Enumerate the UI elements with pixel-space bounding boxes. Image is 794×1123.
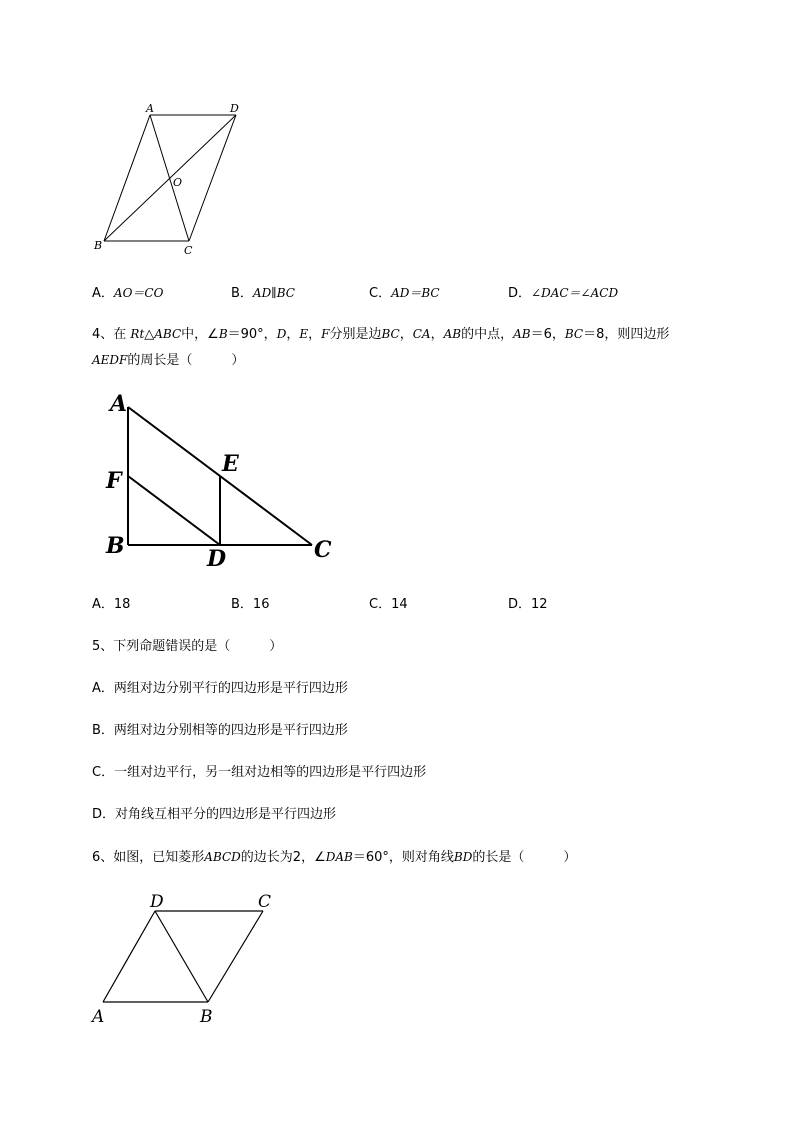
q5-option-b: B．两组对边分别相等的四边形是平行四边形	[92, 723, 348, 738]
q4-math: ABC	[154, 327, 182, 341]
q4-text: 中，∠	[181, 327, 219, 342]
label-o: O	[173, 176, 183, 189]
q4-text: △	[144, 327, 155, 342]
label-a: A	[146, 102, 154, 115]
q4-math: CA	[412, 327, 431, 341]
label-b: B	[200, 1007, 213, 1027]
label-d: D	[207, 546, 227, 572]
q6-text: ＝60°，则对角线	[352, 850, 454, 865]
label-f: F	[106, 468, 122, 494]
option-text: AD＝BC	[391, 286, 440, 300]
q4-text: ，	[430, 327, 444, 342]
q5-option-c: C．一组对边平行，另一组对边相等的四边形是平行四边形	[92, 765, 427, 780]
q4-text: ＝90°，	[227, 327, 277, 342]
q4-math: AEDF	[92, 353, 128, 367]
label-a: A	[110, 391, 128, 417]
q4-text: 4、在	[92, 327, 131, 342]
q4-text: ＝8，则四边形	[583, 327, 670, 342]
option-text: AO＝CO	[113, 286, 164, 300]
q4-option-c: C．14	[369, 597, 408, 612]
label-c: C	[314, 537, 332, 563]
q5-option-a: A．两组对边分别平行的四边形是平行四边形	[92, 681, 348, 696]
q6-text: 6、如图，已知菱形	[92, 850, 205, 865]
rhombus-labels	[0, 0, 300, 1030]
option-text: ∠DAC＝∠ACD	[531, 286, 619, 300]
q6-text: 的边长为2，∠	[240, 850, 326, 865]
label-c: C	[184, 244, 193, 257]
q5-option-d: D．对角线互相平分的四边形是平行四边形	[92, 807, 337, 822]
option-prefix: C．	[369, 286, 392, 301]
option-prefix: A．	[92, 286, 114, 301]
q6-math: DAB	[325, 850, 353, 864]
label-e: E	[222, 451, 239, 477]
q6-text: 的长是（ ）	[472, 850, 577, 865]
q4-text: 的中点，	[461, 327, 514, 342]
q3-option-d	[508, 284, 618, 303]
q4-math: AB	[443, 327, 462, 341]
q4-math: B	[218, 327, 228, 341]
q4-math: D	[276, 327, 287, 341]
q4-text: 的周长是（ ）	[127, 353, 245, 368]
q4-text: ，	[308, 327, 322, 342]
label-a: A	[92, 1007, 105, 1027]
q6-math: BD	[453, 850, 473, 864]
label-d: D	[150, 892, 164, 912]
q4-text: ，	[286, 327, 300, 342]
label-b: B	[106, 533, 125, 559]
q4-option-a: A．18	[92, 597, 131, 612]
option-text: AD∥BC	[252, 286, 295, 300]
q6-math: ABCD	[204, 850, 241, 864]
label-b: B	[94, 239, 103, 252]
q4-option-b: B．16	[231, 597, 270, 612]
q4-text: 分别是边	[329, 327, 382, 342]
q4-math: BC	[381, 327, 400, 341]
q4-math: F	[321, 327, 330, 341]
label-d: D	[230, 102, 239, 115]
q4-text: ＝6，	[530, 327, 565, 342]
q5-question: 5、下列命题错误的是（ ）	[92, 639, 283, 654]
label-c: C	[258, 892, 272, 912]
q4-math: Rt	[130, 327, 145, 341]
option-prefix: D．	[508, 286, 532, 301]
q4-option-d: D．12	[508, 597, 548, 612]
q3-option-c	[369, 284, 440, 303]
q4-math: AB	[513, 327, 531, 341]
q4-math: BC	[564, 327, 584, 341]
q4-text: ，	[399, 327, 413, 342]
option-prefix: B．	[231, 286, 253, 301]
q4-math: E	[299, 327, 309, 341]
